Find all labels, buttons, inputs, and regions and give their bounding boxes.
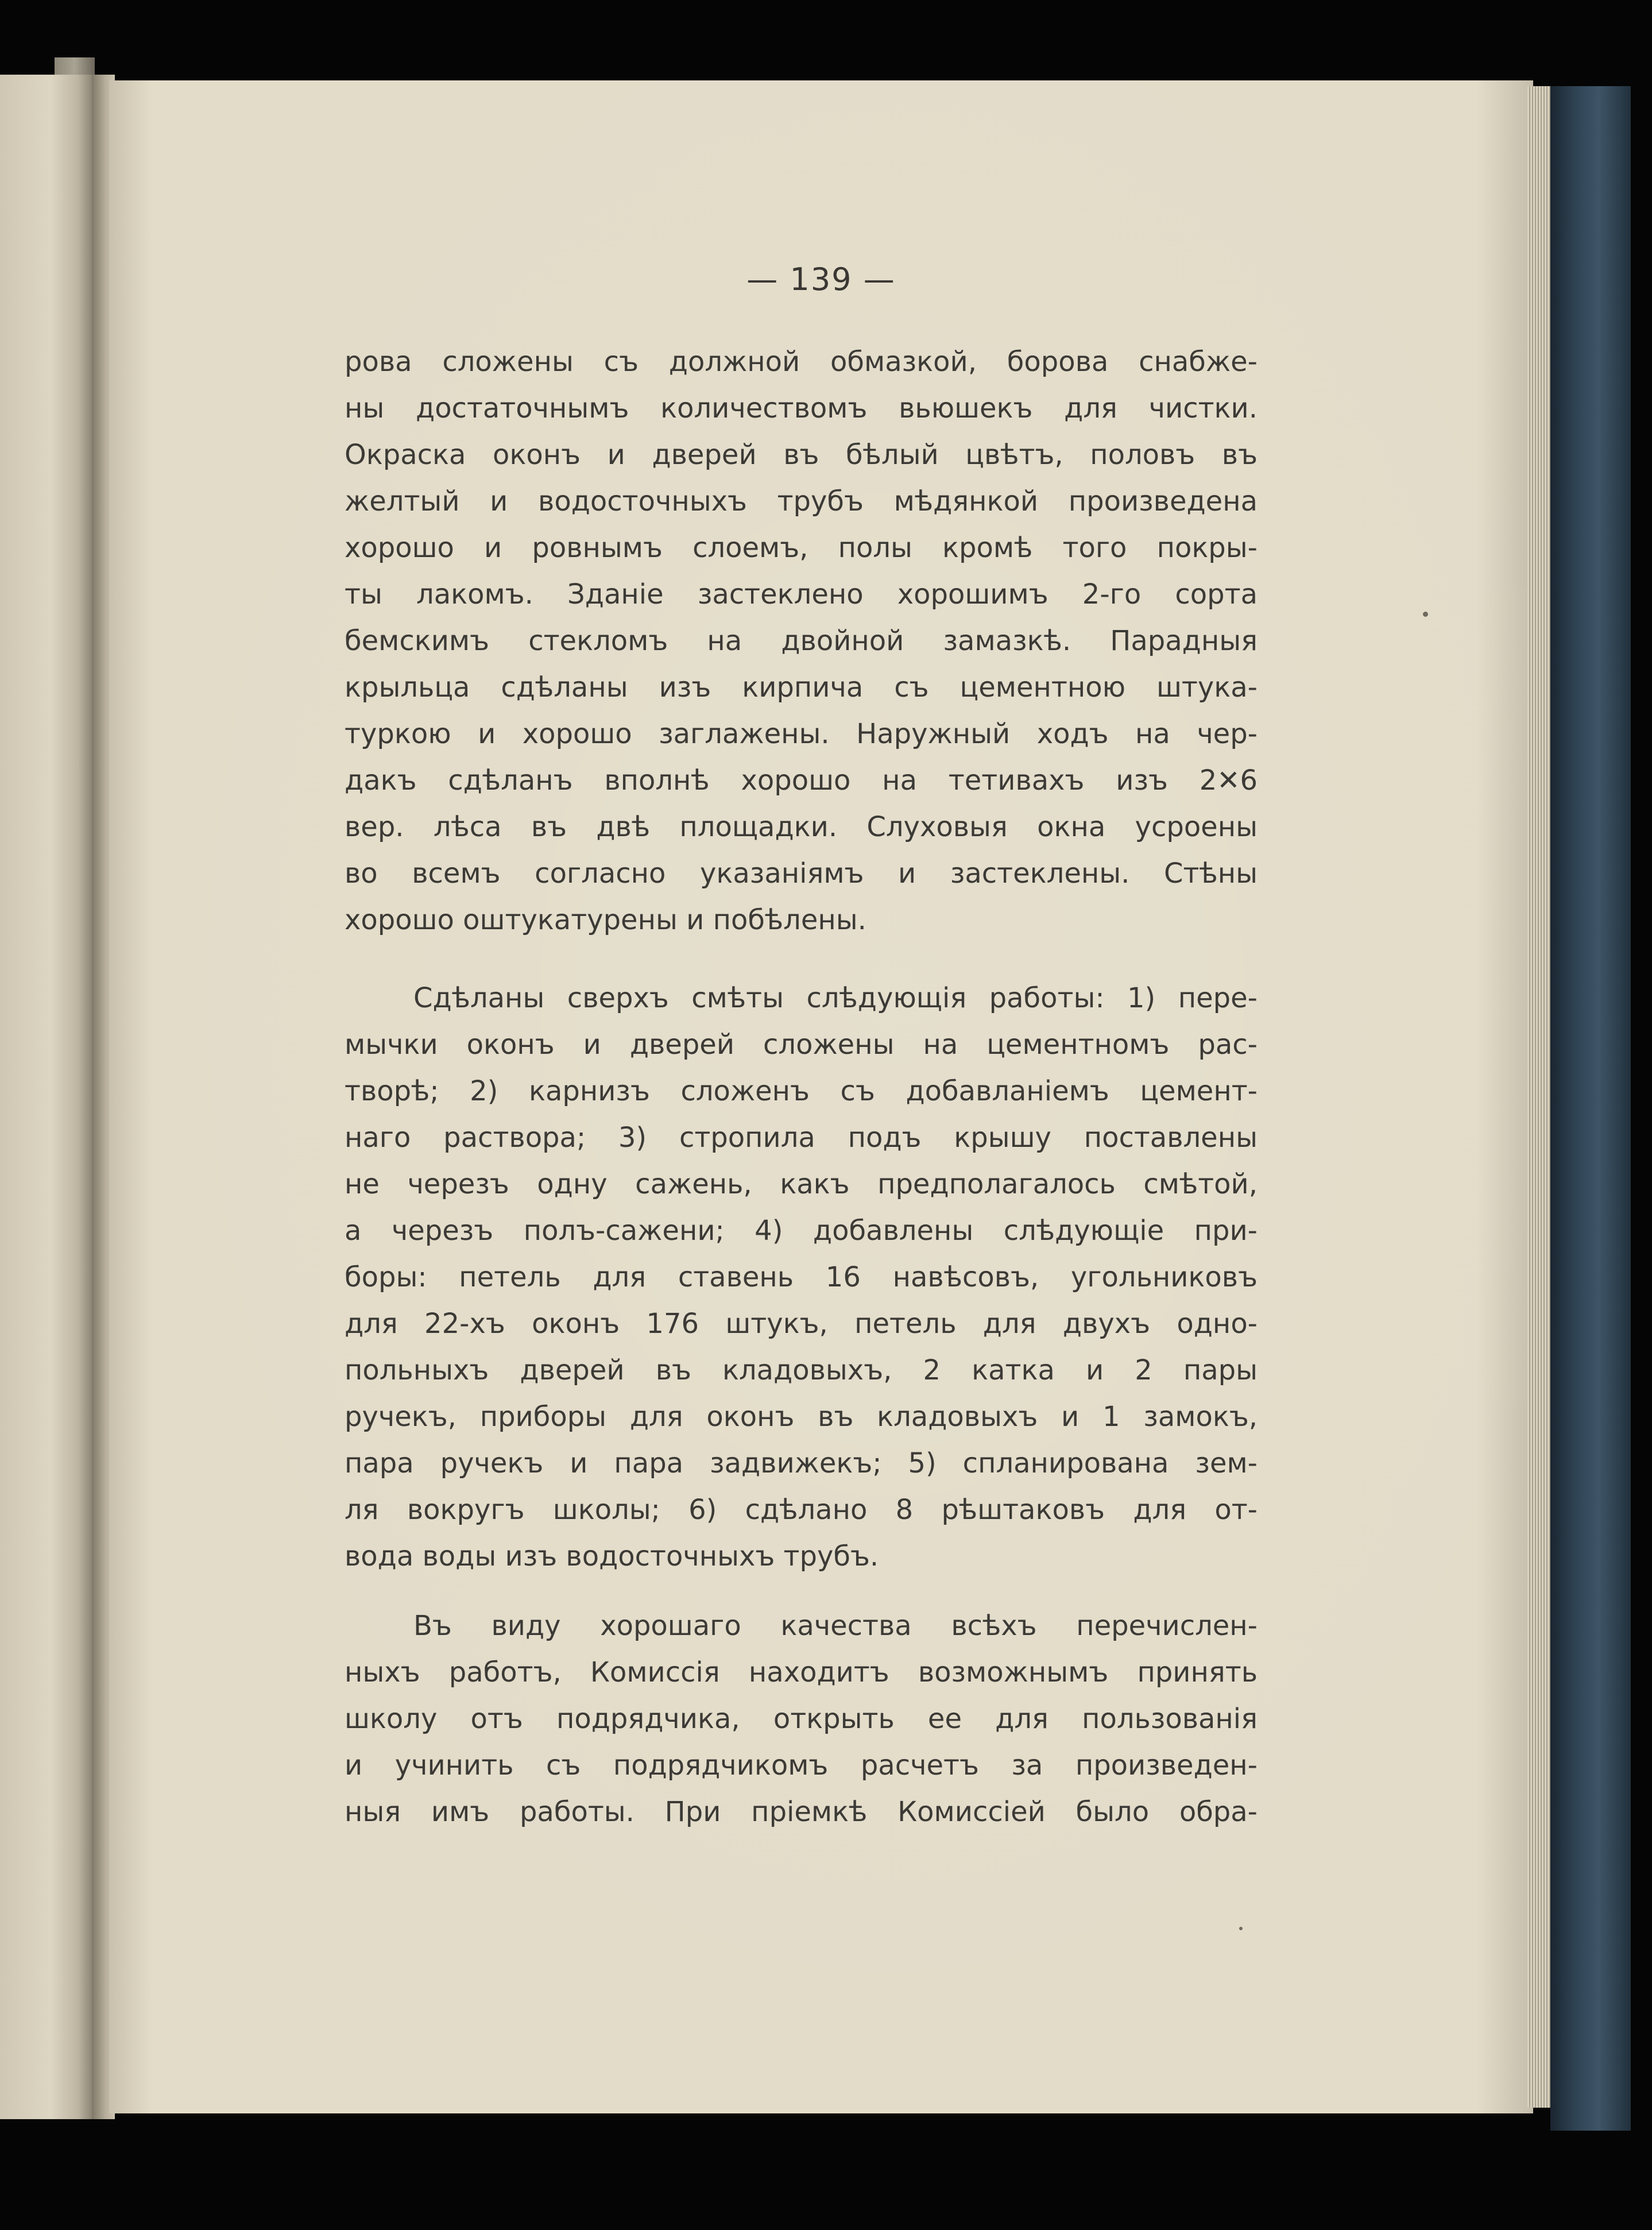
page-block-edges	[1527, 86, 1550, 2108]
text-line: желтый и водосточныхъ трубъ мѣдянкой произведена	[345, 485, 1258, 517]
text-line: не черезъ одну сажень, какъ предполагалось смѣтой,	[345, 1168, 1258, 1200]
text-line: школу отъ подрядчика, открыть ее для пользованія	[345, 1703, 1258, 1735]
text-line: ныхъ работъ, Комиссія находитъ возможнымъ принять	[345, 1656, 1258, 1688]
text-line: творѣ; 2) карнизъ сложенъ съ добавланіемъ цемент-	[345, 1075, 1258, 1107]
text-line: Сдѣланы сверхъ смѣты слѣдующія работы: 1) пере-	[413, 982, 1258, 1014]
page-text	[345, 339, 1258, 1835]
text-line: ты лакомъ. Зданіе застеклено хорошимъ 2-го сорта	[345, 578, 1258, 610]
paragraph-2	[345, 975, 1258, 1580]
text-line: туркою и хорошо заглажены. Наружный ходъ на чер-	[345, 718, 1258, 750]
text-line: крыльца сдѣланы изъ кирпича съ цементною штука-	[345, 671, 1258, 704]
text-line: польныхъ дверей въ кладовыхъ, 2 катка и 2 пары	[345, 1354, 1258, 1386]
text-line: и учинить съ подрядчикомъ расчетъ за произведен-	[345, 1749, 1258, 1781]
text-line: а черезъ полъ-сажени; 4) добавлены слѣдующіе при-	[345, 1215, 1258, 1247]
text-line: пара ручекъ и пара задвижекъ; 5) спланирована зем-	[345, 1447, 1258, 1479]
text-line: дакъ сдѣланъ вполнѣ хорошо на тетивахъ изъ 2✕6	[345, 764, 1258, 797]
paragraph-1	[345, 339, 1258, 944]
text-line: вода воды изъ водосточныхъ трубъ.	[345, 1540, 879, 1572]
text-line: наго раствора; 3) стропила подъ крышу поставлены	[345, 1122, 1258, 1154]
text-line: мычки оконъ и дверей сложены на цементномъ рас-	[345, 1029, 1258, 1061]
text-line: Въ виду хорошаго качества всѣхъ перечислен-	[413, 1610, 1258, 1642]
back-book-cover	[1550, 86, 1631, 2131]
text-line: Окраска оконъ и дверей въ бѣлый цвѣтъ, половъ въ	[345, 439, 1258, 471]
text-line: ручекъ, приборы для оконъ въ кладовыхъ и 1 замокъ,	[345, 1401, 1258, 1433]
paragraph-3	[345, 1603, 1258, 1835]
text-line: ны достаточнымъ количествомъ вьюшекъ для чистки.	[345, 392, 1258, 424]
text-line: рова сложены съ должной обмазкой, борова снабже-	[345, 346, 1258, 378]
text-line: ныя имъ работы. При пріемкѣ Комиссіей было обра-	[345, 1796, 1258, 1828]
text-line: бемскимъ стекломъ на двойной замазкѣ. Парадныя	[345, 625, 1258, 657]
paper-speck	[1239, 1927, 1243, 1930]
page-number: — 139 —	[746, 261, 896, 297]
text-line: ля вокругъ школы; 6) сдѣлано 8 рѣштаковъ для от-	[345, 1494, 1258, 1526]
text-line: хорошо оштукатурены и побѣлены.	[345, 904, 866, 936]
text-line: вер. лѣса въ двѣ площадки. Слуховыя окна усроены	[345, 811, 1258, 843]
left-page-edge	[0, 75, 92, 2119]
text-line: во всемъ согласно указаніямъ и застеклены. Стѣны	[345, 857, 1258, 890]
paper-speck	[1423, 612, 1428, 617]
text-line: боры: петель для ставень 16 навѣсовъ, угольниковъ	[345, 1261, 1258, 1293]
text-line: хорошо и ровнымъ слоемъ, полы кромѣ того покры-	[345, 532, 1258, 564]
text-line: для 22-хъ оконъ 176 штукъ, петель для двухъ одно-	[345, 1308, 1258, 1340]
